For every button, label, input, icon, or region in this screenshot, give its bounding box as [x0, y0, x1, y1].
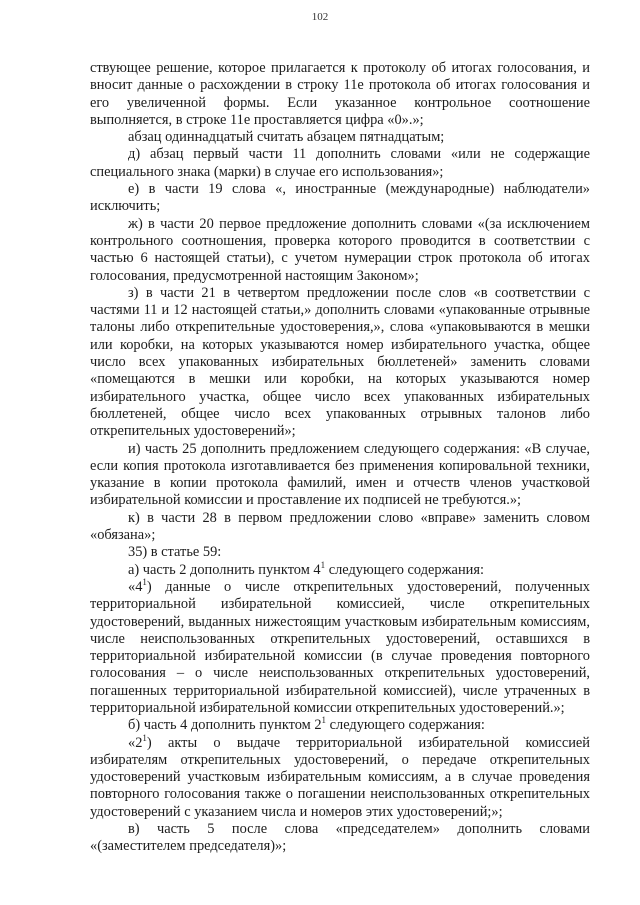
paragraph-p7 — [90, 441, 590, 510]
paragraph-p13 — [90, 732, 590, 821]
superscript: 1 — [321, 715, 327, 726]
superscript: 1 — [320, 559, 326, 570]
superscript: 1 — [142, 577, 147, 588]
paragraph-text: следующего содержания: — [326, 717, 485, 734]
paragraph-text: а) часть 2 дополнить пунктом 4 — [128, 561, 321, 578]
paragraph-text: ) данные о числе открепительных удостоверений, полученных территориальной избирательной комиссией, числе открепительных удостоверений, выданных нижестоящим участковым избирательным комиссиям, числе неиспользованных открепительных удостоверений, оставшихся в территориальной избирательной комиссии (в случае проведения повторного голосования – о числе неиспользованных открепительных удостоверений, погашенных территориальной избирательной комиссией), числе утраченных в территориальной избирательной комиссии открепительных удостоверений.»; — [90, 578, 590, 716]
paragraph-text: д) абзац первый части 11 дополнить словами «или не содержащие специального знака (марки) в случае его использования»; — [90, 146, 590, 180]
paragraph-p8 — [90, 510, 590, 545]
paragraph-text: следующего содержания: — [325, 561, 484, 578]
paragraph-p5 — [90, 216, 590, 285]
paragraph-text: «2 — [128, 734, 143, 751]
page-number: 102 — [311, 11, 329, 23]
paragraph-p6 — [90, 285, 590, 441]
paragraph-text: б) часть 4 дополнить пунктом 2 — [128, 717, 322, 734]
paragraph-text: абзац одиннадцатый считать абзацем пятнадцатым; — [128, 129, 445, 146]
paragraph-p3 — [90, 146, 590, 181]
paragraph-p14 — [90, 821, 590, 856]
paragraph-p11 — [90, 579, 590, 717]
paragraph-p9 — [90, 544, 590, 561]
paragraph-text: з) в части 21 в четвертом предложении после слов «в соответствии с частями 11 и 12 настоящей статьи,» дополнить словами «упакованные отрывные талоны либо открепительные удостоверения,», слова «упаковываются в мешки или коробки, на которых указываются номер избирательного участка, общее число всех упакованных избирательных бюллетеней» заменить словами «помещаются в мешки или коробки, на которых указываются номер избирательного участка, общее число всех упакованных избирательных бюллетеней, общее число всех упакованных отрывных талонов либо открепительных удостоверений»; — [90, 284, 590, 440]
paragraph-text: ствующее решение, которое прилагается к протоколу об итогах голосования, и вносит данные о расхождении в строку 11е протокола об итогах голосования и его увеличенной формы. Если указанное контрольное соотношение выполняется, в строке 11е проставляется цифра «0».»; — [90, 60, 590, 128]
paragraph-p4 — [90, 181, 590, 216]
paragraph-text: ) акты о выдаче территориальной избирательной комиссией избирателям открепительных удостоверений, о передаче открепительных удостоверений участковым избирательным комиссиям, а в случае проведения повторного голосования также о погашении неиспользованных открепительных удостоверений с указанием числа и номеров этих удостоверений;»; — [90, 734, 590, 820]
paragraph-text: ж) в части 20 первое предложение дополнить словами «(за исключением контрольного соотношения, проверка которого проводится в соответствии с частью 6 настоящей статьи), с учетом нумерации строк протокола об итогах голосования, предусмотренной настоящим Законом»; — [90, 215, 590, 284]
paragraph-p2 — [90, 129, 590, 146]
paragraph-text: «4 — [128, 578, 143, 595]
superscript: 1 — [142, 732, 147, 743]
paragraph-text: е) в части 19 слова «, иностранные (международные) наблюдатели» исключить; — [90, 181, 590, 215]
document-body — [90, 60, 590, 856]
paragraph-p10 — [90, 559, 590, 579]
paragraph-text: и) часть 25 дополнить предложением следующего содержания: «В случае, если копия протокола изготавливается без применения копировальной техники, указание в копии протокола фамилий, имен и отчеств членов участковой избирательной комиссии и проставление их подписей не требуются.»; — [90, 440, 590, 509]
paragraph-p1 — [90, 60, 590, 129]
paragraph-text: 35) в статье 59: — [128, 544, 222, 561]
paragraph-p12 — [90, 717, 590, 734]
paragraph-text: к) в части 28 в первом предложении слово «вправе» заменить словом «обязана»; — [90, 509, 590, 544]
paragraph-text: в) часть 5 после слова «председателем» дополнить словами «(заместителем председателя)»; — [90, 821, 590, 855]
